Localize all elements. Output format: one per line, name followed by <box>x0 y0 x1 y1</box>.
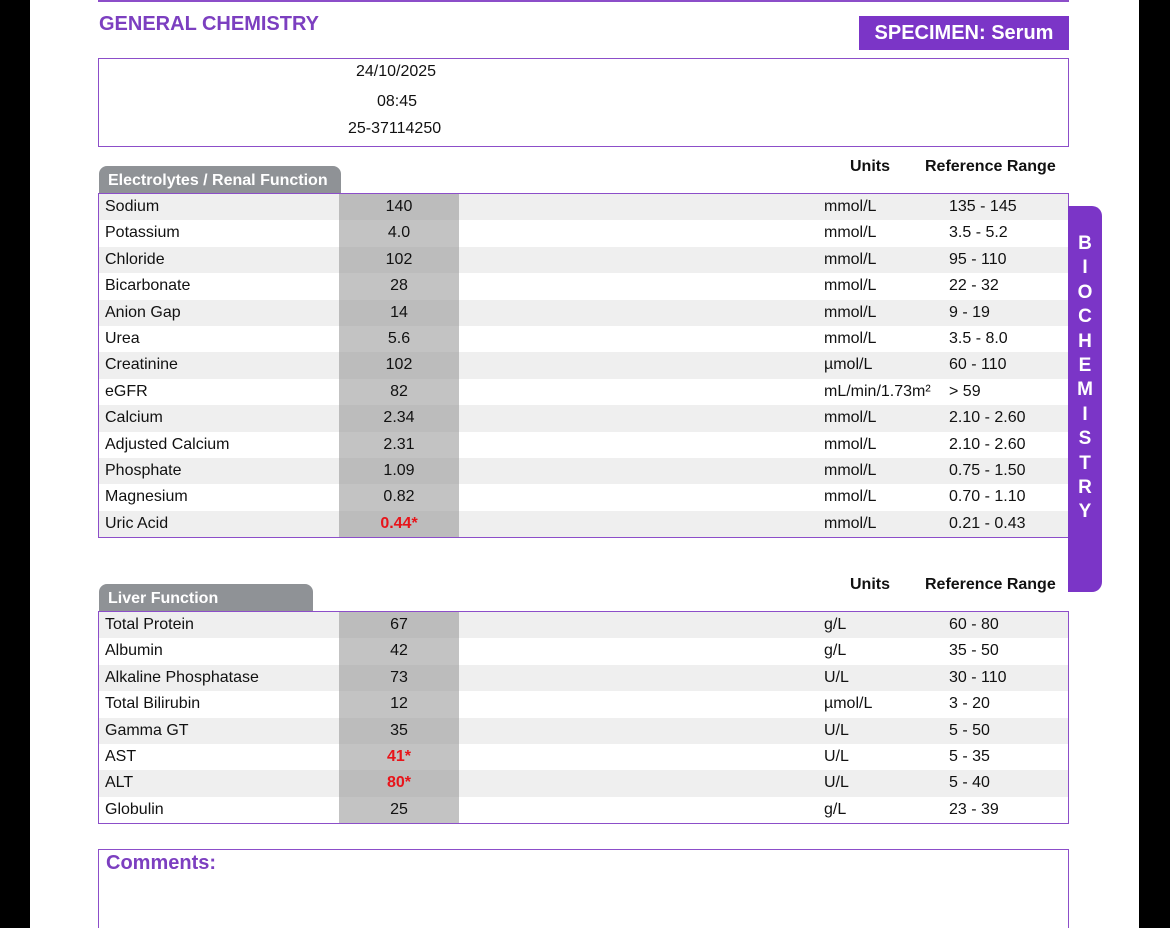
table-row <box>99 458 1068 484</box>
report-page <box>30 0 1139 928</box>
test-result: 73 <box>339 665 459 691</box>
test-reference-range: 0.75 - 1.50 <box>949 461 1026 479</box>
electrolytes-section-tab: Electrolytes / Renal Function <box>99 166 341 193</box>
test-name: Potassium <box>105 224 180 242</box>
test-name: Adjusted Calcium <box>105 435 230 453</box>
test-result: 0.82 <box>339 484 459 510</box>
table-row <box>99 484 1068 510</box>
test-result: 14 <box>339 300 459 326</box>
test-name: Magnesium <box>105 488 188 506</box>
test-unit: mmol/L <box>824 303 877 321</box>
test-name: Chloride <box>105 250 165 268</box>
test-reference-range: 2.10 - 2.60 <box>949 409 1026 427</box>
test-unit: U/L <box>824 668 849 686</box>
test-unit: µmol/L <box>824 695 873 713</box>
test-result: 28 <box>339 273 459 299</box>
reference-range-header: Reference Range <box>925 576 1056 593</box>
test-result: 0.44* <box>339 511 459 537</box>
units-header: Units <box>850 576 890 593</box>
test-name: eGFR <box>105 382 148 400</box>
comments-label: Comments: <box>106 852 217 874</box>
test-unit: g/L <box>824 800 847 818</box>
table-row <box>99 220 1068 246</box>
table-row <box>99 300 1068 326</box>
test-name: Gamma GT <box>105 721 189 739</box>
test-name: Total Bilirubin <box>105 695 201 713</box>
test-name: Uric Acid <box>105 514 169 532</box>
test-reference-range: 3 - 20 <box>949 695 990 713</box>
test-unit: mmol/L <box>824 461 877 479</box>
side-tab-label: B I O C H E M I S T R Y <box>1077 233 1093 523</box>
test-reference-range: 5 - 50 <box>949 721 990 739</box>
table-row <box>99 194 1068 220</box>
test-name: Alkaline Phosphatase <box>105 668 259 686</box>
test-result: 82 <box>339 379 459 405</box>
test-unit: mmol/L <box>824 277 877 295</box>
test-name: Urea <box>105 329 140 347</box>
test-unit: mmol/L <box>824 224 877 242</box>
test-name: Phosphate <box>105 461 182 479</box>
table-row <box>99 247 1068 273</box>
test-result: 102 <box>339 352 459 378</box>
table-row <box>99 744 1068 770</box>
reference-range-header: Reference Range <box>925 158 1056 175</box>
date-value: 24/10/2025 <box>356 63 437 80</box>
test-unit: g/L <box>824 642 847 660</box>
units-header: Units <box>850 158 890 175</box>
test-reference-range: 23 - 39 <box>949 800 999 818</box>
test-reference-range: 30 - 110 <box>949 668 1007 686</box>
test-unit: mmol/L <box>824 435 877 453</box>
table-row <box>99 718 1068 744</box>
table-row <box>99 665 1068 691</box>
request-info-box <box>98 58 1069 147</box>
request-value: 25-37114250 <box>348 120 442 137</box>
test-reference-range: 3.5 - 8.0 <box>949 329 1008 347</box>
biochemistry-side-tab <box>1068 206 1102 592</box>
test-result: 12 <box>339 691 459 717</box>
test-result: 42 <box>339 638 459 664</box>
test-result: 35 <box>339 718 459 744</box>
electrolytes-table <box>98 193 1069 538</box>
test-result: 1.09 <box>339 458 459 484</box>
test-name: ALT <box>105 774 134 792</box>
table-row <box>99 352 1068 378</box>
test-name: Creatinine <box>105 356 178 374</box>
collection-time-value: 08:45 <box>377 93 418 110</box>
test-result: 25 <box>339 797 459 823</box>
test-reference-range: 9 - 19 <box>949 303 990 321</box>
section-title: GENERAL CHEMISTRY <box>99 13 320 35</box>
test-unit: mmol/L <box>824 329 877 347</box>
test-name: Bicarbonate <box>105 277 191 295</box>
test-result: 41* <box>339 744 459 770</box>
table-row <box>99 379 1068 405</box>
test-reference-range: 5 - 35 <box>949 747 990 765</box>
test-reference-range: 0.70 - 1.10 <box>949 488 1026 506</box>
test-result: 140 <box>339 194 459 220</box>
test-name: Total Protein <box>105 616 194 633</box>
test-unit: mmol/L <box>824 409 877 427</box>
test-unit: U/L <box>824 721 849 739</box>
test-unit: µmol/L <box>824 356 873 374</box>
test-reference-range: 5 - 40 <box>949 774 990 792</box>
test-reference-range: 135 - 145 <box>949 198 1017 215</box>
test-unit: U/L <box>824 774 849 792</box>
comments-box <box>98 849 1069 928</box>
test-reference-range: 60 - 80 <box>949 616 999 633</box>
table-row <box>99 432 1068 458</box>
test-result: 80* <box>339 770 459 796</box>
test-unit: mmol/L <box>824 250 877 268</box>
table-row <box>99 691 1068 717</box>
test-reference-range: 95 - 110 <box>949 250 1007 268</box>
table-row <box>99 326 1068 352</box>
top-divider <box>98 0 1069 2</box>
table-row <box>99 770 1068 796</box>
test-unit: mmol/L <box>824 488 877 506</box>
test-unit: g/L <box>824 616 847 633</box>
test-result: 67 <box>339 612 459 638</box>
specimen-badge: SPECIMEN: Serum <box>859 16 1069 50</box>
table-row <box>99 511 1068 537</box>
table-row <box>99 797 1068 823</box>
test-name: Globulin <box>105 800 164 818</box>
test-name: Anion Gap <box>105 303 181 321</box>
test-reference-range: 0.21 - 0.43 <box>949 514 1026 532</box>
test-name: Calcium <box>105 409 163 427</box>
table-row <box>99 405 1068 431</box>
test-reference-range: > 59 <box>949 382 981 400</box>
test-result: 2.34 <box>339 405 459 431</box>
test-unit: mL/min/1.73m² <box>824 382 931 400</box>
test-unit: mmol/L <box>824 514 877 532</box>
test-unit: mmol/L <box>824 198 877 215</box>
liver-table <box>98 611 1069 824</box>
test-result: 5.6 <box>339 326 459 352</box>
test-result: 4.0 <box>339 220 459 246</box>
test-reference-range: 2.10 - 2.60 <box>949 435 1026 453</box>
table-row <box>99 638 1068 664</box>
test-reference-range: 22 - 32 <box>949 277 999 295</box>
table-row <box>99 612 1068 638</box>
test-result: 102 <box>339 247 459 273</box>
test-name: AST <box>105 747 137 765</box>
test-result: 2.31 <box>339 432 459 458</box>
test-name: Albumin <box>105 642 163 660</box>
liver-section-tab: Liver Function <box>99 584 313 611</box>
test-name: Sodium <box>105 198 160 215</box>
test-reference-range: 60 - 110 <box>949 356 1007 374</box>
test-unit: U/L <box>824 747 849 765</box>
table-row <box>99 273 1068 299</box>
test-reference-range: 3.5 - 5.2 <box>949 224 1008 242</box>
test-reference-range: 35 - 50 <box>949 642 999 660</box>
